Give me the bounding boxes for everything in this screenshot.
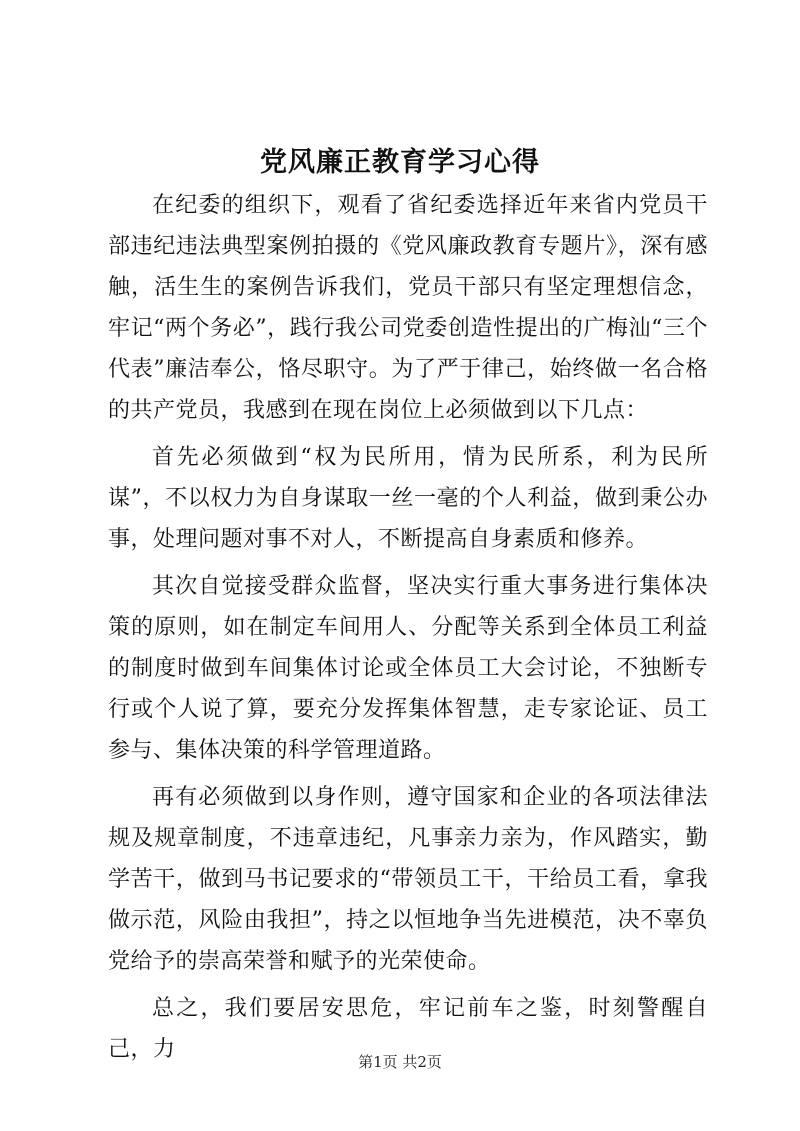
paragraph-intro: 在纪委的组织下，观看了省纪委选择近年来省内党员干部违纪违法典型案例拍摄的《党风廉政教育专题片》，深有感触，活生生的案例告诉我们，党员干部只有坚定理想信念，牢记“两个务必”，践行我公司党委创造性提出的广梅汕“三个代表”廉洁奉公，恪尽职守。为了严于律己，始终做一名合格的共产党员，我感到在现在岗位上必须做到以下几点： [108, 193, 708, 423]
paragraph-conclusion: 总之，我们要居安思危，牢记前车之鉴，时刻警醒自己，力 [108, 996, 708, 1062]
document-title: 党风廉正教育学习心得 [260, 147, 540, 178]
paragraph-first: 首先必须做到“权为民所用，情为民所系，利为民所谋”，不以权力为自身谋取一丝一毫的个人利益，做到秉公办事，处理问题对事不对人，不断提高自身素质和修养。 [108, 445, 708, 552]
document-body [108, 185, 708, 1076]
paragraph-second: 其次自觉接受群众监督，坚决实行重大事务进行集体决策的原则，如在制定车间用人、分配等关系到全体员工利益的制度时做到车间集体讨论或全体员工大会讨论，不独断专行或个人说了算，要充分发挥集体智慧，走专家论证、员工参与、集体决策的科学管理道路。 [108, 574, 708, 763]
paragraph-third: 再有必须做到以身作则，遵守国家和企业的各项法律法规及规章制度，不违章违纪，凡事亲力亲为，作风踏实，勤学苦干，做到马书记要求的“带领员工干，干给员工看，拿我做示范，风险由我担”，持之以恒地争当先进模范，决不辜负党给予的崇高荣誉和赋予的光荣使命。 [108, 785, 708, 974]
page-number-footer: 第1页 共2页 [358, 1053, 442, 1071]
